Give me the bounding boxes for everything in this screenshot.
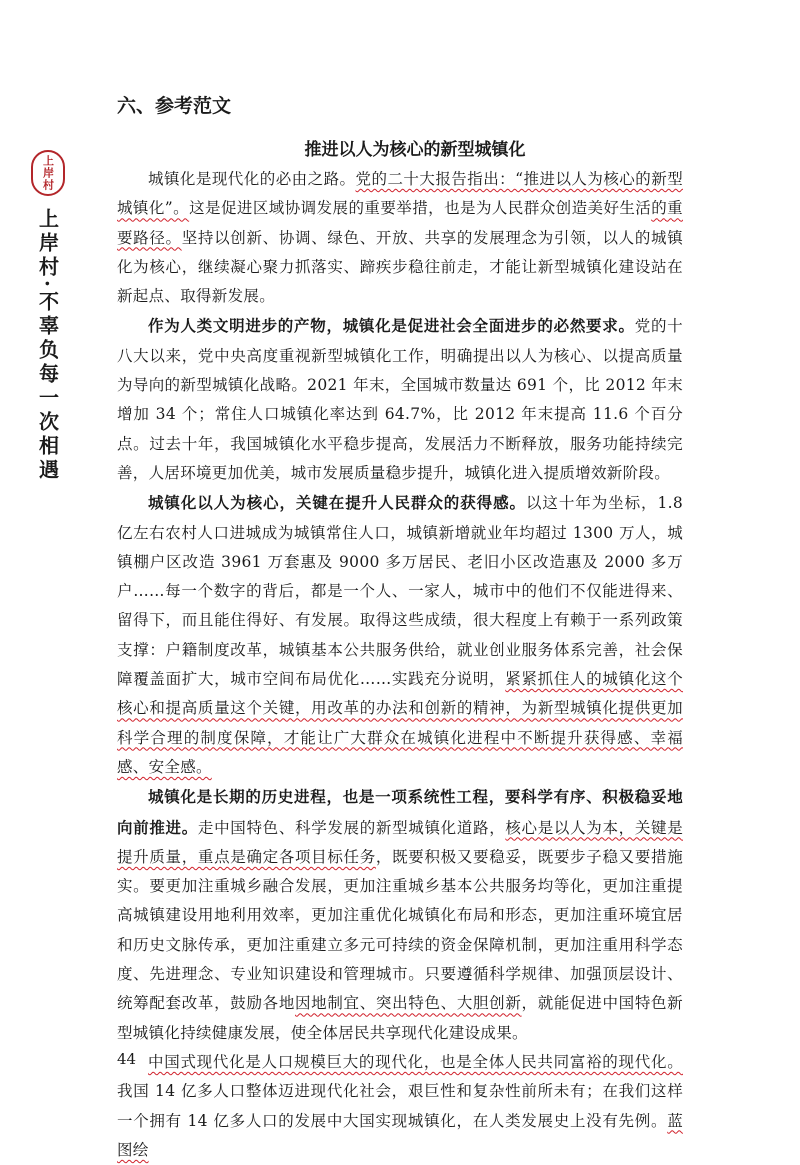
brand-slogan: 上岸村·不辜负每一次相遇: [35, 208, 60, 483]
text-segment: 我国 14 亿多人口整体迈进现代化社会，艰巨性和复杂性前所未有；在我们这样一个拥有 14 亿多人口的发展中大国实现城镇化，在人类发展史上没有先例。: [117, 1082, 683, 1130]
underlined-text: 紧紧抓住人的城镇化这个核心和提高质量这个关键，用改革的办法和创新的精神，为新型城镇化提供更加科学合理的制度保障，才能让广大群众在城镇化进程中不断提升获得感、幸福感、安全感。: [117, 670, 684, 776]
paragraph-4: [117, 782, 683, 1048]
text-segment: 走中国特色、科学发展的新型城镇化道路，: [197, 818, 506, 837]
text-segment: ，就能促进中国特色新型城镇化持续健康发展，使全体居民共享现代化建设成果。: [117, 994, 683, 1042]
underlined-text: 核心是以人为本，关键是提升质量，重点是确定各项目标任务: [117, 818, 683, 866]
paragraph-2: [117, 311, 683, 488]
text-segment: 坚持以创新、协调、绿色、开放、共享的发展理念为引领，以人的城镇化为核心，继续凝心聚力抓落实、蹄疾步稳往前走，才能让新型城镇化建设站在新起点、取得新发展。: [117, 228, 683, 306]
article-body: [117, 165, 683, 1165]
paragraph-5: [117, 1048, 683, 1165]
text-segment: 这是促进区域协调发展的重要举措，也是为人民群众创造美好生活: [189, 199, 652, 218]
text-segment: 党的十八大以来，党中央高度重视新型城镇化工作，明确提出以人为核心、以提高质量为导向的新型城镇化战略。2021 年末，全国城市数量达 691 个，比 2012 年末增加 34 个；常住人口城镇化率达到 64.7%，比 2012 年末提高 11.6 个百分点。过去十年，我国城镇化水平稳步提高，发展活力不断释放，服务功能持续完善，人居环境更加优美，城市发展质量稳步提升，城镇化进入提质增效新阶段。: [117, 317, 683, 482]
underlined-text: 的重要路径。: [117, 199, 683, 247]
article-title: 推进以人为核心的新型城镇化: [304, 140, 526, 160]
page-number: 44: [117, 1050, 137, 1068]
page-content: [117, 92, 683, 1165]
underlined-text: 中国式现代化是人口规模巨大的现代化，也是全体人民共同富裕的现代化。: [148, 1052, 683, 1071]
brand-seal-logo: [31, 150, 65, 196]
section-heading: 六、参考范文: [117, 95, 232, 117]
underlined-text: 蓝图绘: [117, 1111, 683, 1159]
bold-text: 作为人类文明进步的产物，城镇化是促进社会全面进步的必然要求。: [148, 316, 635, 336]
bold-text: 城镇化是长期的历史进程，也是一项系统性工程，要科学有序、积极稳妥地向前推进。: [117, 787, 683, 837]
text-segment: ，既要积极又要稳妥，既要步子稳又要措施实。要更加注重城乡融合发展，更加注重城乡基本公共服务均等化，更加注重提高城镇建设用地利用效率，更加注重优化城镇化布局和形态，更加注重环境宜居和历史文脉传承，更加注重建立多元可持续的资金保障机制，更加注重用科学态度、先进理念、专业知识建设和管理城市。只要遵循科学规律、加强顶层设计、统筹配套改革，鼓励各地: [117, 847, 683, 1013]
seal-text: 上岸村: [41, 155, 55, 191]
bold-text: 城镇化以人为核心，关键在提升人民群众的获得感。: [148, 493, 526, 513]
paragraph-3: [117, 488, 683, 782]
brand-sidebar: [28, 150, 68, 483]
text-segment: 城镇化是现代化的必由之路。: [148, 170, 356, 188]
underlined-text: 党的二十大报告指出：“推进以人为核心的新型城镇化”。: [117, 170, 683, 218]
underlined-text: 因地制宜、突出特色、大胆创新: [295, 994, 522, 1013]
text-segment: 以这十年为坐标，1.8 亿左右农村人口进城成为城镇常住人口，城镇新增就业年均超过 1300 万人，城镇棚户区改造 3961 万套惠及 9000 多万居民、老旧小区改造惠及 2000 多万户……每一个数字的背后，都是一个人、一家人，城市中的他们不仅能进得来、留得下，而且能住得好、有发展。取得这些成绩，很大程度上有赖于一系列政策支撑：户籍制度改革，城镇基本公共服务供给，就业创业服务体系完善，社会保障覆盖面扩大，城市空间布局优化……实践充分说明，: [117, 494, 684, 689]
paragraph-1: [117, 165, 683, 311]
